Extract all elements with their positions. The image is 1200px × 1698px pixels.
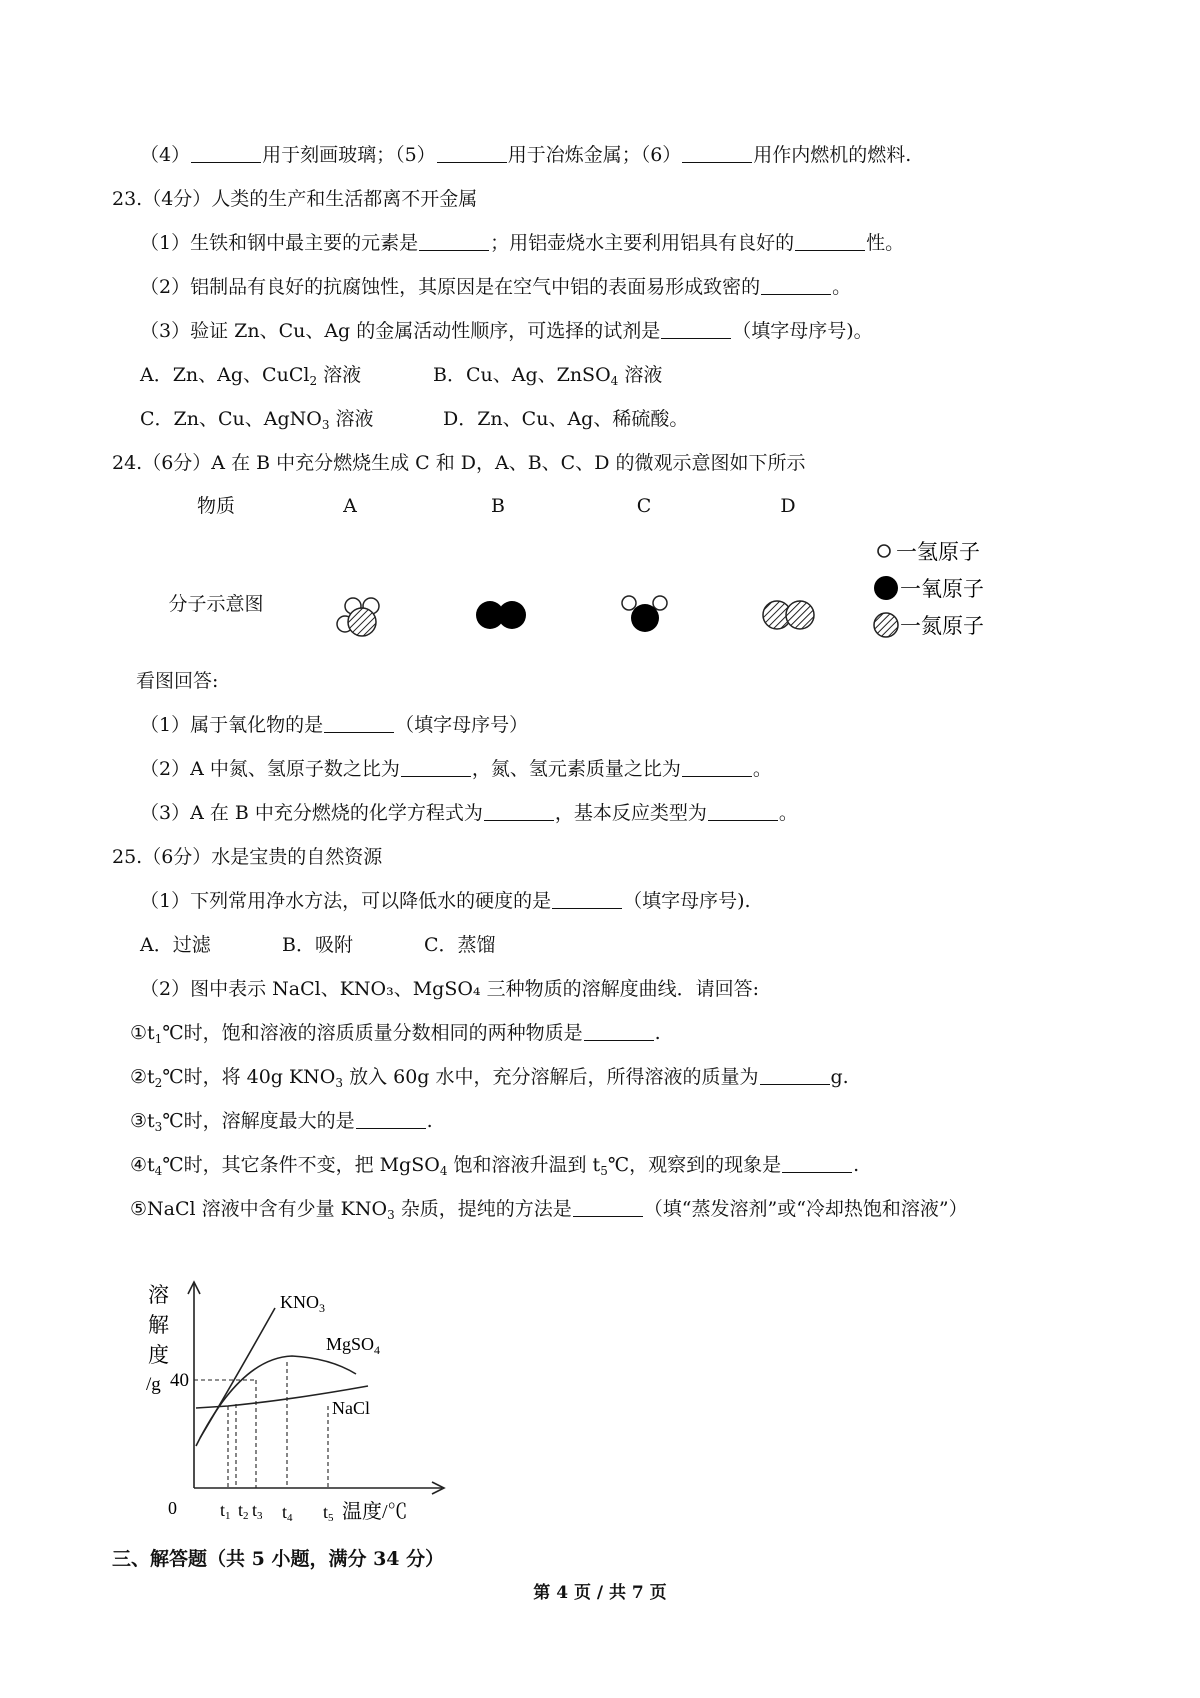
q24-title: 24.（6分）A 在 B 中充分燃烧生成 C 和 D，A、B、C、D 的微观示意图如下所示 (112, 452, 806, 474)
q25-item2: （2）图中表示 NaCl、KNO₃、MgSO₄ 三种物质的溶解度曲线．请回答: (140, 978, 759, 1000)
answer-blank[interactable] (708, 802, 778, 821)
q25-option-b: B．吸附 (282, 934, 353, 956)
q22-part6-text: 用作内燃机的燃料. (753, 144, 912, 166)
answer-blank[interactable] (782, 1154, 852, 1173)
ylabel-char-4: /g (146, 1374, 161, 1395)
section-3-heading: 三、解答题（共 5 小题，满分 34 分） (112, 1548, 445, 1570)
q25-title: 25.（6分）水是宝贵的自然资源 (112, 846, 383, 868)
q22-fill-line (140, 142, 911, 168)
ylabel-char-3: 度 (148, 1343, 169, 1367)
q24-prompt: 看图回答: (136, 670, 219, 692)
q25-item1: （1）下列常用净水方法，可以降低水的硬度的是 （填字母序号). (140, 890, 751, 912)
x-tick-t5: t5 (323, 1502, 334, 1524)
q23-option-d: D．Zn、Cu、Ag、稀硫酸。 (443, 408, 689, 430)
answer-blank[interactable] (584, 1022, 654, 1041)
answer-blank[interactable] (761, 276, 831, 295)
col-b: B (491, 495, 505, 517)
legend-hydrogen: 一氢原子 (896, 540, 980, 564)
q25-option-a: A．过滤 (140, 934, 211, 956)
atom-legend (870, 534, 1050, 654)
answer-blank[interactable] (682, 758, 752, 777)
q23-item1: （1）生铁和钢中最主要的元素是 ；用铝壶烧水主要利用铝具有良好的 性。 (140, 232, 905, 254)
q23-option-c: C．Zn、Cu、AgNO$_3$ 溶液 (140, 408, 374, 432)
answer-blank[interactable] (795, 232, 865, 251)
series-label-kno3: $KNO_3$ (280, 1292, 325, 1315)
x-tick-t3: t3 (252, 1500, 263, 1522)
q25-sub3: $③t_3℃$时，溶解度最大的是 . (130, 1110, 433, 1134)
col-a: A (343, 495, 357, 517)
x-tick-t2: t2 (238, 1500, 249, 1522)
legend-nitrogen: 一氮原子 (900, 614, 984, 638)
q22-part5-text: 用于冶炼金属；（6） (507, 144, 682, 166)
col-d: D (780, 495, 796, 517)
answer-blank[interactable] (552, 890, 622, 909)
q23-title: 23.（4分）人类的生产和生活都离不开金属 (112, 188, 478, 210)
answer-blank[interactable] (682, 144, 752, 163)
answer-blank[interactable] (324, 714, 394, 733)
col-c: C (636, 495, 652, 517)
answer-blank[interactable] (661, 320, 731, 339)
x-axis-label: 温度/℃ (342, 1501, 408, 1523)
series-label-mgso4: MgSO$_4$ (326, 1334, 381, 1357)
q22-part4: （4） (140, 144, 191, 166)
q24-item2: （2）A 中氮、氢原子数之比为 ，氮、氢元素质量之比为 。 (140, 758, 772, 780)
series-label-nacl: NaCl (332, 1398, 370, 1418)
q24-item3: （3）A 在 B 中充分燃烧的化学方程式为 ，基本反应类型为 。 (140, 802, 798, 824)
answer-blank[interactable] (356, 1110, 426, 1129)
y-tick-40: 40 (170, 1370, 189, 1391)
table-row-label-molecule: 分子示意图 (168, 593, 264, 615)
q23-option-a: A．Zn、Ag、CuCl$_2$ 溶液 (140, 364, 362, 388)
x-tick-0: 0 (168, 1498, 177, 1518)
q25-option-c: C．蒸馏 (424, 934, 496, 956)
nitrogen-atom-icon (874, 613, 898, 637)
hydrogen-atom-icon (878, 545, 890, 557)
x-tick-t1: t1 (220, 1500, 231, 1522)
ylabel-char-2: 解 (148, 1313, 169, 1337)
answer-blank[interactable] (484, 802, 554, 821)
q22-part4-text: 用于刻画玻璃；（5） (262, 144, 436, 166)
x-tick-t4: t4 (282, 1502, 293, 1524)
q25-sub4: $④t_4℃$时，其它条件不变，把 MgSO$_4$ 饱和溶液升温到 $t_5℃$，观察到的现象是 . (130, 1154, 860, 1178)
q25-sub5: ⑤NaCl 溶液中含有少量 $KNO_3$ 杂质，提纯的方法是 （填“蒸发溶剂”或“冷却热饱和溶液”） (130, 1198, 968, 1222)
solubility-chart (130, 1268, 470, 1528)
q25-sub2: $②t_2℃$时，将 40g $KNO_3$ 放入 60g 水中，充分溶解后，所得溶液的质量为 g. (130, 1066, 849, 1090)
answer-blank[interactable] (419, 232, 489, 251)
molecule-c-icon (622, 596, 667, 632)
answer-blank[interactable] (760, 1066, 830, 1085)
ylabel-char-1: 溶 (148, 1283, 169, 1307)
molecule-b-icon (476, 601, 526, 629)
q23-item3: （3）验证 Zn、Cu、Ag 的金属活动性顺序，可选择的试剂是 （填字母序号)。 (140, 320, 873, 342)
molecule-d-icon (763, 601, 814, 629)
q24-item1: （1）属于氧化物的是 （填字母序号） (140, 714, 529, 736)
page-footer: 第 4 页 / 共 7 页 (533, 1583, 667, 1603)
molecule-a-icon (337, 598, 379, 636)
legend-oxygen: 一氧原子 (900, 577, 984, 601)
answer-blank[interactable] (573, 1198, 643, 1217)
oxygen-atom-icon (874, 576, 898, 600)
answer-blank[interactable] (437, 144, 507, 163)
table-row-label-substance: 物质 (196, 495, 235, 517)
q25-sub1: $①t_1℃$时，饱和溶液的溶质质量分数相同的两种物质是 . (130, 1022, 661, 1046)
q23-item2: （2）铝制品有良好的抗腐蚀性，其原因是在空气中铝的表面易形成致密的 。 (140, 276, 852, 298)
q23-option-b: B．Cu、Ag、ZnSO$_4$ 溶液 (433, 364, 663, 388)
answer-blank[interactable] (191, 144, 261, 163)
guide-lines (194, 1362, 328, 1488)
answer-blank[interactable] (401, 758, 471, 777)
